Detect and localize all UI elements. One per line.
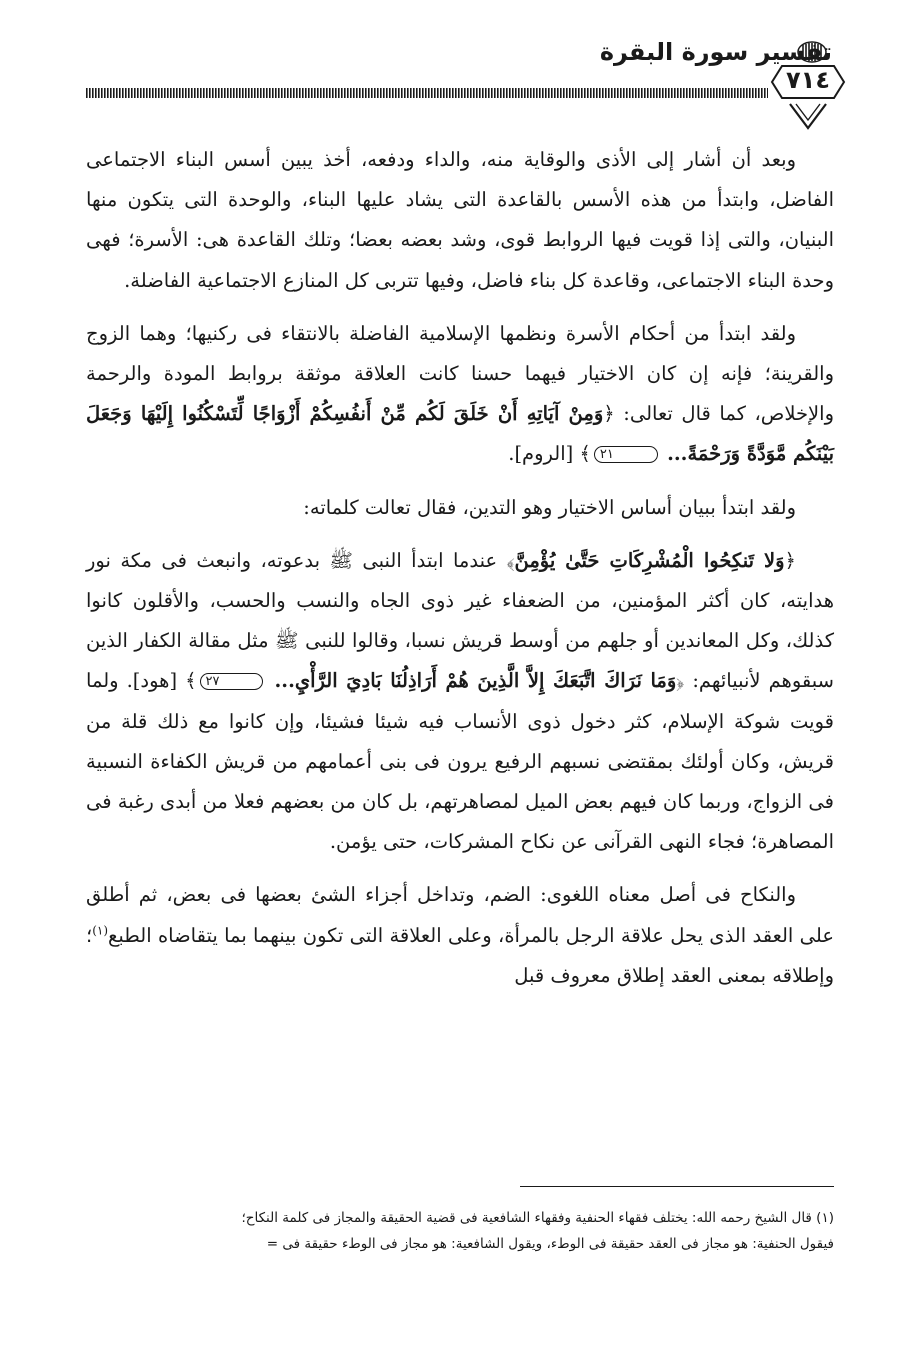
ayah-number: ٢١ [594, 446, 658, 463]
paragraph-text: ﴿ [784, 548, 796, 572]
footnote-line: فيقول الحنفية: هو مجاز فى العقد حقيقة فى الوطء، ويقول الشافعية: هو مجاز فى الوطء حقيقة فى = [266, 1236, 834, 1252]
paragraph-text: ولقد ابتدأ من أحكام الأسرة ونظمها الإسلامية الفاضلة بالانتقاء فى ركنيها؛ وهما الزوج والقرينة؛ فإنه إن كان الاختيار فيهما حسنا كانت العلاقة موثقة بروابط المودة والرحمة والإخلاص، كما قال تعالى: ﴿ [86, 321, 835, 426]
paragraph [86, 140, 834, 301]
paragraph-text: ﴾ عندما ابتدأ النبى ﷺ بدعوته، وانبعث فى مكة نور هدايته، كان أكثر المؤمنين، من الضعفاء غير ذوى الجاه والنسب والحسب، والأقلون كانوا كذلك، وكل المعاندين أو جلهم من أوسط قريش نسبا، وقالوا للنبى ﷺ مثل مقالة الكفار الذين سبقوهم لأنبيائهم: ﴿ [86, 548, 834, 693]
page-number: ٧١٤ [786, 66, 830, 94]
paragraph [86, 875, 834, 996]
paragraph [86, 314, 834, 475]
paragraph-text: والنكاح فى أصل معناه اللغوى: الضم، وتداخل أجزاء الشئ بعضها فى بعض، ثم أطلق على العقد الذى يحل علاقة الرجل بالمرأة، وعلى العلاقة التى تكون بينهما بما يتقاضاه الطبع [86, 883, 834, 947]
paragraph [86, 488, 834, 528]
paragraph [86, 541, 834, 863]
paragraph-text: ﴾ [هود]. ولما قويت شوكة الإسلام، كثر دخول ذوى الأنساب فيه شيئا فشيئا، وإن كانوا مع ذلك قلة من قريش، وكان أولئك بمقتضى نسبهم الرفيع يرون فى بنى أعمامهم من قريش الكفاءة النسبية فى الزواج، وربما كان فيهم بعض الميل لمصاهرتهم، بل كان من بعضهم فعلا من أبدى رغبة فى المصاهرة؛ فجاء النهى القرآنى عن نكاح المشركات، حتى يؤمن. [86, 669, 834, 854]
footnote-reference: (١) [92, 923, 109, 938]
footnotes [86, 1205, 834, 1257]
footnote-line: (١) قال الشيخ رحمه الله: يختلف فقهاء الحنفية وفقهاء الشافعية فى قضية الحقيقة والمجاز فى كلمة النكاح؛ [241, 1210, 834, 1226]
paragraph-text: ؛ وإطلاقه بمعنى العقد إطلاق معروف قبل [86, 923, 834, 987]
footnote-divider [520, 1186, 834, 1187]
paragraph-text: وبعد أن أشار إلى الأذى والوقاية منه، والداء ودفعه، أخذ يبين أسس البناء الاجتماعى الفاضل، وابتدأ من هذه الأسس بالقاعدة التى يشاد عليها البناء، والوحدة التى يتكون منها البنيان، والتى إذا قويت فيها الروابط قوى، وشد بعضه بعضا؛ وتلك القاعدة هى: الأسرة؛ فهى وحدة البناء الاجتماعى، وقاعدة كل بناء فاضل، وفيها تتربى كل المنازع الاجتماعية الفاضلة. [86, 148, 834, 292]
body-text [86, 140, 834, 1009]
quran-verse: وَمَا نَرَاكَ اتَّبَعَكَ إِلاَّ الَّذِينَ هُمْ أَرَاذِلُنَا بَادِيَ الرَّأْيِ... [274, 669, 677, 693]
header-hatched-rule [86, 88, 768, 98]
quran-verse: وَمِنْ آيَاتِهِ أَنْ خَلَقَ لَكُم مِّنْ أَنفُسِكُمْ أَزْوَاجًا لِّتَسْكُنُوا إِلَيْهَا وَجَعَلَ بَيْنَكُم مَّوَدَّةً وَرَحْمَةً... [86, 402, 834, 466]
paragraph-text: ﴾ [الروم]. [508, 442, 591, 466]
paragraph-text: ولقد ابتدأ ببيان أساس الاختيار وهو التدين، فقال تعالت كلماته: [303, 495, 796, 519]
quran-verse: وَلا تَنكِحُوا الْمُشْرِكَاتِ حَتَّىٰ يُؤْمِنَّ [514, 548, 785, 572]
running-header-title: تفسير سورة البقرة [599, 38, 832, 66]
ayah-number: ٢٧ [200, 673, 264, 690]
